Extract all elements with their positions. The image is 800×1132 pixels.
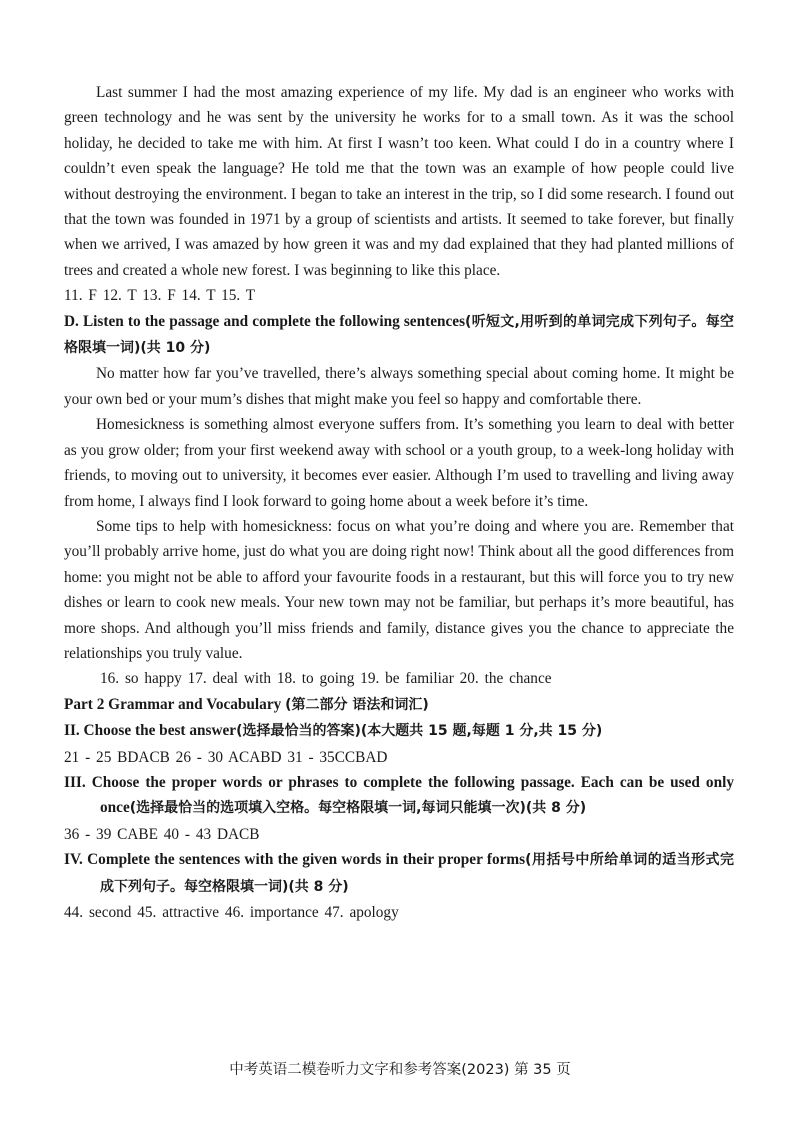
- part-2-heading-cn: (第二部分 语法和词汇): [285, 696, 429, 713]
- section-ii-heading-en: II. Choose the best answer: [64, 722, 237, 740]
- section-d-paragraph-3: Some tips to help with homesickness: focus on what you’re doing and where you are. Remember that you’ll probably arrive home, just do what you are doing right now! Think about all the good differences from home: you might not be able to afford your favourite foods in a restaurant, but this will force you to try new dishes or learn to cook new meals. Your new town may not be familiar, but perhaps it’s more beautiful, has more shops. And although you’ll miss friends and family, distance gives you the chance to appreciate the relationships you truly value.: [64, 517, 734, 662]
- part-2-heading-en: Part 2 Grammar and Vocabulary: [64, 695, 282, 713]
- answers-16-20: 16. so happy 17. deal with 18. to going 19. be familiar 20. the chance: [100, 670, 552, 688]
- page-footer: 中考英语二模卷听力文字和参考答案(2023) 第 35 页: [229, 1062, 571, 1078]
- section-d-heading-en: D. Listen to the passage and complete the following sentences: [64, 312, 466, 330]
- part-2-heading: [64, 692, 734, 718]
- answers-21-35: 21 - 25 BDACB 26 - 30 ACABD 31 - 35CCBAD: [64, 748, 388, 766]
- section-iii-heading-en: III. Choose the proper words or phrases to complete the following passage. Each can be used only once: [64, 773, 734, 817]
- section-iv-heading: [64, 847, 734, 900]
- answers-36-43: 36 - 39 CABE 40 - 43 DACB: [64, 825, 260, 843]
- answer-key-page: [64, 80, 734, 925]
- section-d-heading: [64, 309, 734, 362]
- answers-11-15: 11. F 12. T 13. F 14. T 15. T: [64, 287, 256, 305]
- section-iii-heading: [64, 770, 734, 822]
- section-d-paragraph-1: No matter how far you’ve travelled, there’s always something special about coming home. It might be your own bed or your mum’s dishes that might make you feel so happy and comfortable there.: [64, 365, 734, 408]
- section-iv-heading-en: IV. Complete the sentences with the given words in their proper forms: [64, 851, 526, 869]
- section-d-paragraph-2: Homesickness is something almost everyone suffers from. It’s something you learn to deal with better as you grow older; from your first weekend away with school or a youth group, to a week-long holiday with friends, to moving out to university, it becomes ever easier. Although I’m used to travelling and living away from home, I always find I look forward to going home about a week before it’s time.: [64, 416, 734, 510]
- section-iv-heading-cn: (用括号中所给单词的适当形式完成下列句子。每空格限填一词)(共 8 分): [100, 852, 735, 895]
- answers-44-47: 44. second 45. attractive 46. importance 47. apology: [64, 904, 399, 921]
- section-ii-heading-cn: (选择最恰当的答案)(本大题共 15 题,每题 1 分,共 15 分): [236, 723, 603, 740]
- section-iii-heading-cn: (选择最恰当的选项填入空格。每空格限填一词,每词只能填一次)(共 8 分): [129, 800, 587, 817]
- section-d-heading-cn: (听短文,用听到的单词完成下列句子。每空格限填一词)(共 10 分): [64, 313, 734, 357]
- passage-c-text: Last summer I had the most amazing experience of my life. My dad is an engineer who works with green technology and he was sent by the university he works for to a small town. As it was the school holiday, he decided to take me with him. At first I wasn’t too keen. What could I do in a country where I couldn’t even speak the language? He told me that the town was an example of how people could live without destroying the environment. I began to take an interest in the trip, so I did some research. I found out that the town was founded in 1971 by a group of scientists and artists. It seemed to take forever, but finally when we arrived, I was amazed by how green it was and my dad explained that they had planted millions of trees and created a whole new forest. I was beginning to like this place.: [64, 84, 734, 279]
- section-ii-heading: [64, 718, 734, 744]
